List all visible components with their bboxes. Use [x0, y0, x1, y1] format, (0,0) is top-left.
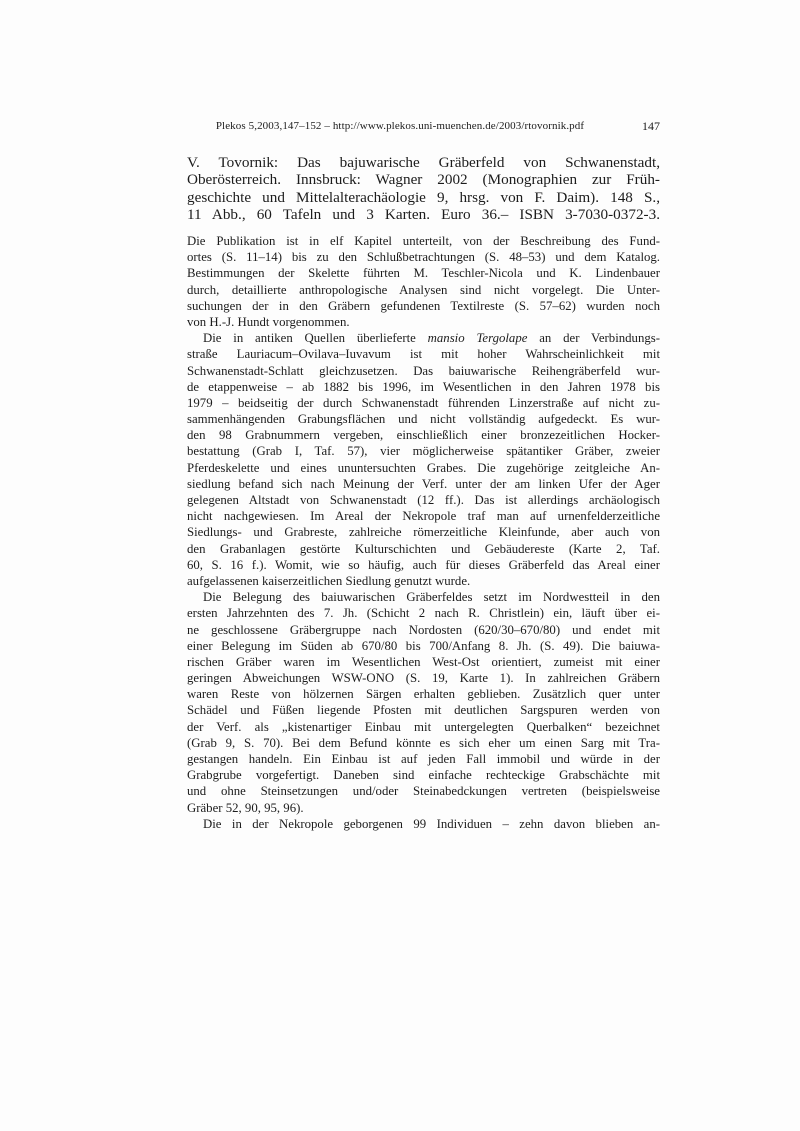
text-line: de etappenweise – ab 1882 bis 1996, im Wesentlichen in den Jahren 1978 bis — [187, 379, 660, 394]
text-line: waren Reste von hölzernen Särgen erhalten geblieben. Zusätzlich quer unter — [187, 687, 660, 702]
text-line: Pferdeskelette und eines ununtersuchten Grabes. Die zugehörige zeitgleiche An- — [187, 460, 660, 475]
heading-line: Oberösterreich. Innsbruck: Wagner 2002 (Monographien zur Früh- — [187, 171, 660, 189]
text-line: suchungen der in den Gräbern gefundenen Textilreste (S. 57–62) wurden noch — [187, 298, 660, 313]
text-line: geringen Abweichungen WSW-ONO (S. 19, Karte 1). In zahlreichen Gräbern — [187, 671, 660, 686]
text-line: (Grab 9, S. 70). Bei dem Befund könnte es sich eher um einen Sarg mit Tra- — [187, 735, 660, 750]
page-number: 147 — [642, 119, 660, 133]
text-line: straße Lauriacum–Ovilava–Iuvavum ist mit hoher Wahrscheinlichkeit mit — [187, 347, 660, 362]
text-line: gelegenen Altstadt von Schwanenstadt (12 ff.). Das ist allerdings archäologisch — [187, 493, 660, 507]
text-line: den Grabanlagen gestörte Kulturschichten und Gebäudereste (Karte 2, Taf. — [187, 541, 660, 556]
text-line: rischen Gräber waren im Wesentlichen West-Ost orientiert, zumeist mit einer — [187, 654, 660, 669]
text-line: Die Publikation ist in elf Kapitel unterteilt, von der Beschreibung des Fund- — [187, 234, 660, 248]
text-line: nicht nachgewiesen. Im Areal der Nekropole traf man auf urnenfelderzeitliche — [187, 509, 660, 524]
text-line: gestangen handeln. Ein Einbau ist auf jeden Fall immobil und würde in der — [187, 752, 660, 766]
text-line: von H.-J. Hundt vorgenommen. — [187, 314, 350, 329]
text-line: Schwanenstadt-Schlatt gleichzusetzen. Das baiuwarische Reihengräberfeld wur- — [187, 363, 660, 378]
text-line: bestattung (Grab I, Taf. 57), vier möglicherweise spätantiker Gräber, zweier — [187, 444, 660, 459]
text-line: aufgelassenen kaiserzeitlichen Siedlung genutzt wurde. — [187, 573, 471, 588]
heading-line: geschichte und Mittelalterachäologie 9, hrsg. von F. Daim). 148 S., — [187, 188, 660, 206]
text-line: sammenhängenden Grabungsflächen und nicht vollständig aufgedeckt. Es wur- — [187, 412, 660, 427]
body-paragraph — [187, 233, 660, 330]
text-line: Gräber 52, 90, 95, 96). — [187, 800, 304, 815]
heading-line: 11 Abb., 60 Tafeln und 3 Karten. Euro 36.– ISBN 3-7030-0372-3. — [187, 205, 660, 223]
body-paragraph — [187, 589, 660, 816]
text-line: durch, detaillierte anthropologische Analysen sind nicht vorgelegt. Die Unter- — [187, 282, 660, 297]
text-line: der Verf. als „kistenartiger Einbau mit untergelegten Querbalken“ bezeichnet — [187, 719, 660, 734]
text-line: Bestimmungen der Skelette führten M. Teschler-Nicola und K. Lindenbauer — [187, 266, 660, 281]
text-line: einer Belegung im Süden ab 670/80 bis 700/Anfang 8. Jh. (S. 49). Die baiuwa- — [187, 638, 660, 653]
body-paragraph — [187, 330, 660, 589]
body-paragraph — [187, 816, 660, 832]
citation-text: Plekos 5,2003,147–152 – http://www.plekos.uni-muenchen.de/2003/rtovornik.pdf — [215, 120, 585, 132]
text-line: den 98 Grabnummern vergeben, einschließlich einer bronzezeitlichen Hocker- — [187, 428, 660, 443]
text-line: Die in antiken Quellen überlieferte mansio Tergolape an der Verbindungs- — [203, 331, 660, 346]
text-line: ne geschlossene Gräbergruppe nach Nordosten (620/30–670/80) und endet mit — [187, 622, 660, 637]
text-line: Grabgrube vorgefertigt. Daneben sind einfache rechteckige Grabschächte mit — [187, 768, 660, 783]
text-line: 60, S. 16 f.). Womit, wie so häufig, auch für dieses Gräberfeld das Areal einer — [187, 557, 660, 572]
text-line: Die Belegung des baiuwarischen Gräberfeldes setzt im Nordwestteil in den — [203, 590, 660, 605]
text-line: ersten Jahrzehnten des 7. Jh. (Schicht 2 nach R. Christlein) ein, läuft über ei- — [187, 606, 660, 621]
text-line: Die in der Nekropole geborgenen 99 Individuen – zehn davon blieben an- — [203, 816, 660, 831]
text-line: ortes (S. 11–14) bis zu den Schlußbetrachtungen (S. 48–53) und dem Katalog. — [187, 250, 660, 265]
review-heading — [187, 154, 660, 223]
text-line: siedlung befand sich nach Meinung der Verf. unter der am linken Ufer der Ager — [187, 476, 660, 491]
text-line: 1979 – beidseitig der durch Schwanenstadt führenden Linzerstraße auf nicht zu- — [187, 395, 660, 410]
heading-line: V. Tovornik: Das bajuwarische Gräberfeld von Schwanenstadt, — [187, 154, 660, 171]
review-body — [187, 233, 660, 832]
text-line: Schädel und Füßen liegende Pfosten mit deutlichen Sargspuren werden von — [187, 703, 660, 718]
text-line: Siedlungs- und Grabreste, zahlreiche römerzeitliche Kleinfunde, aber auch von — [187, 525, 660, 540]
text-line: und ohne Steinsetzungen und/oder Steinabedckungen vertreten (beispielsweise — [187, 784, 660, 799]
running-header — [0, 119, 800, 135]
